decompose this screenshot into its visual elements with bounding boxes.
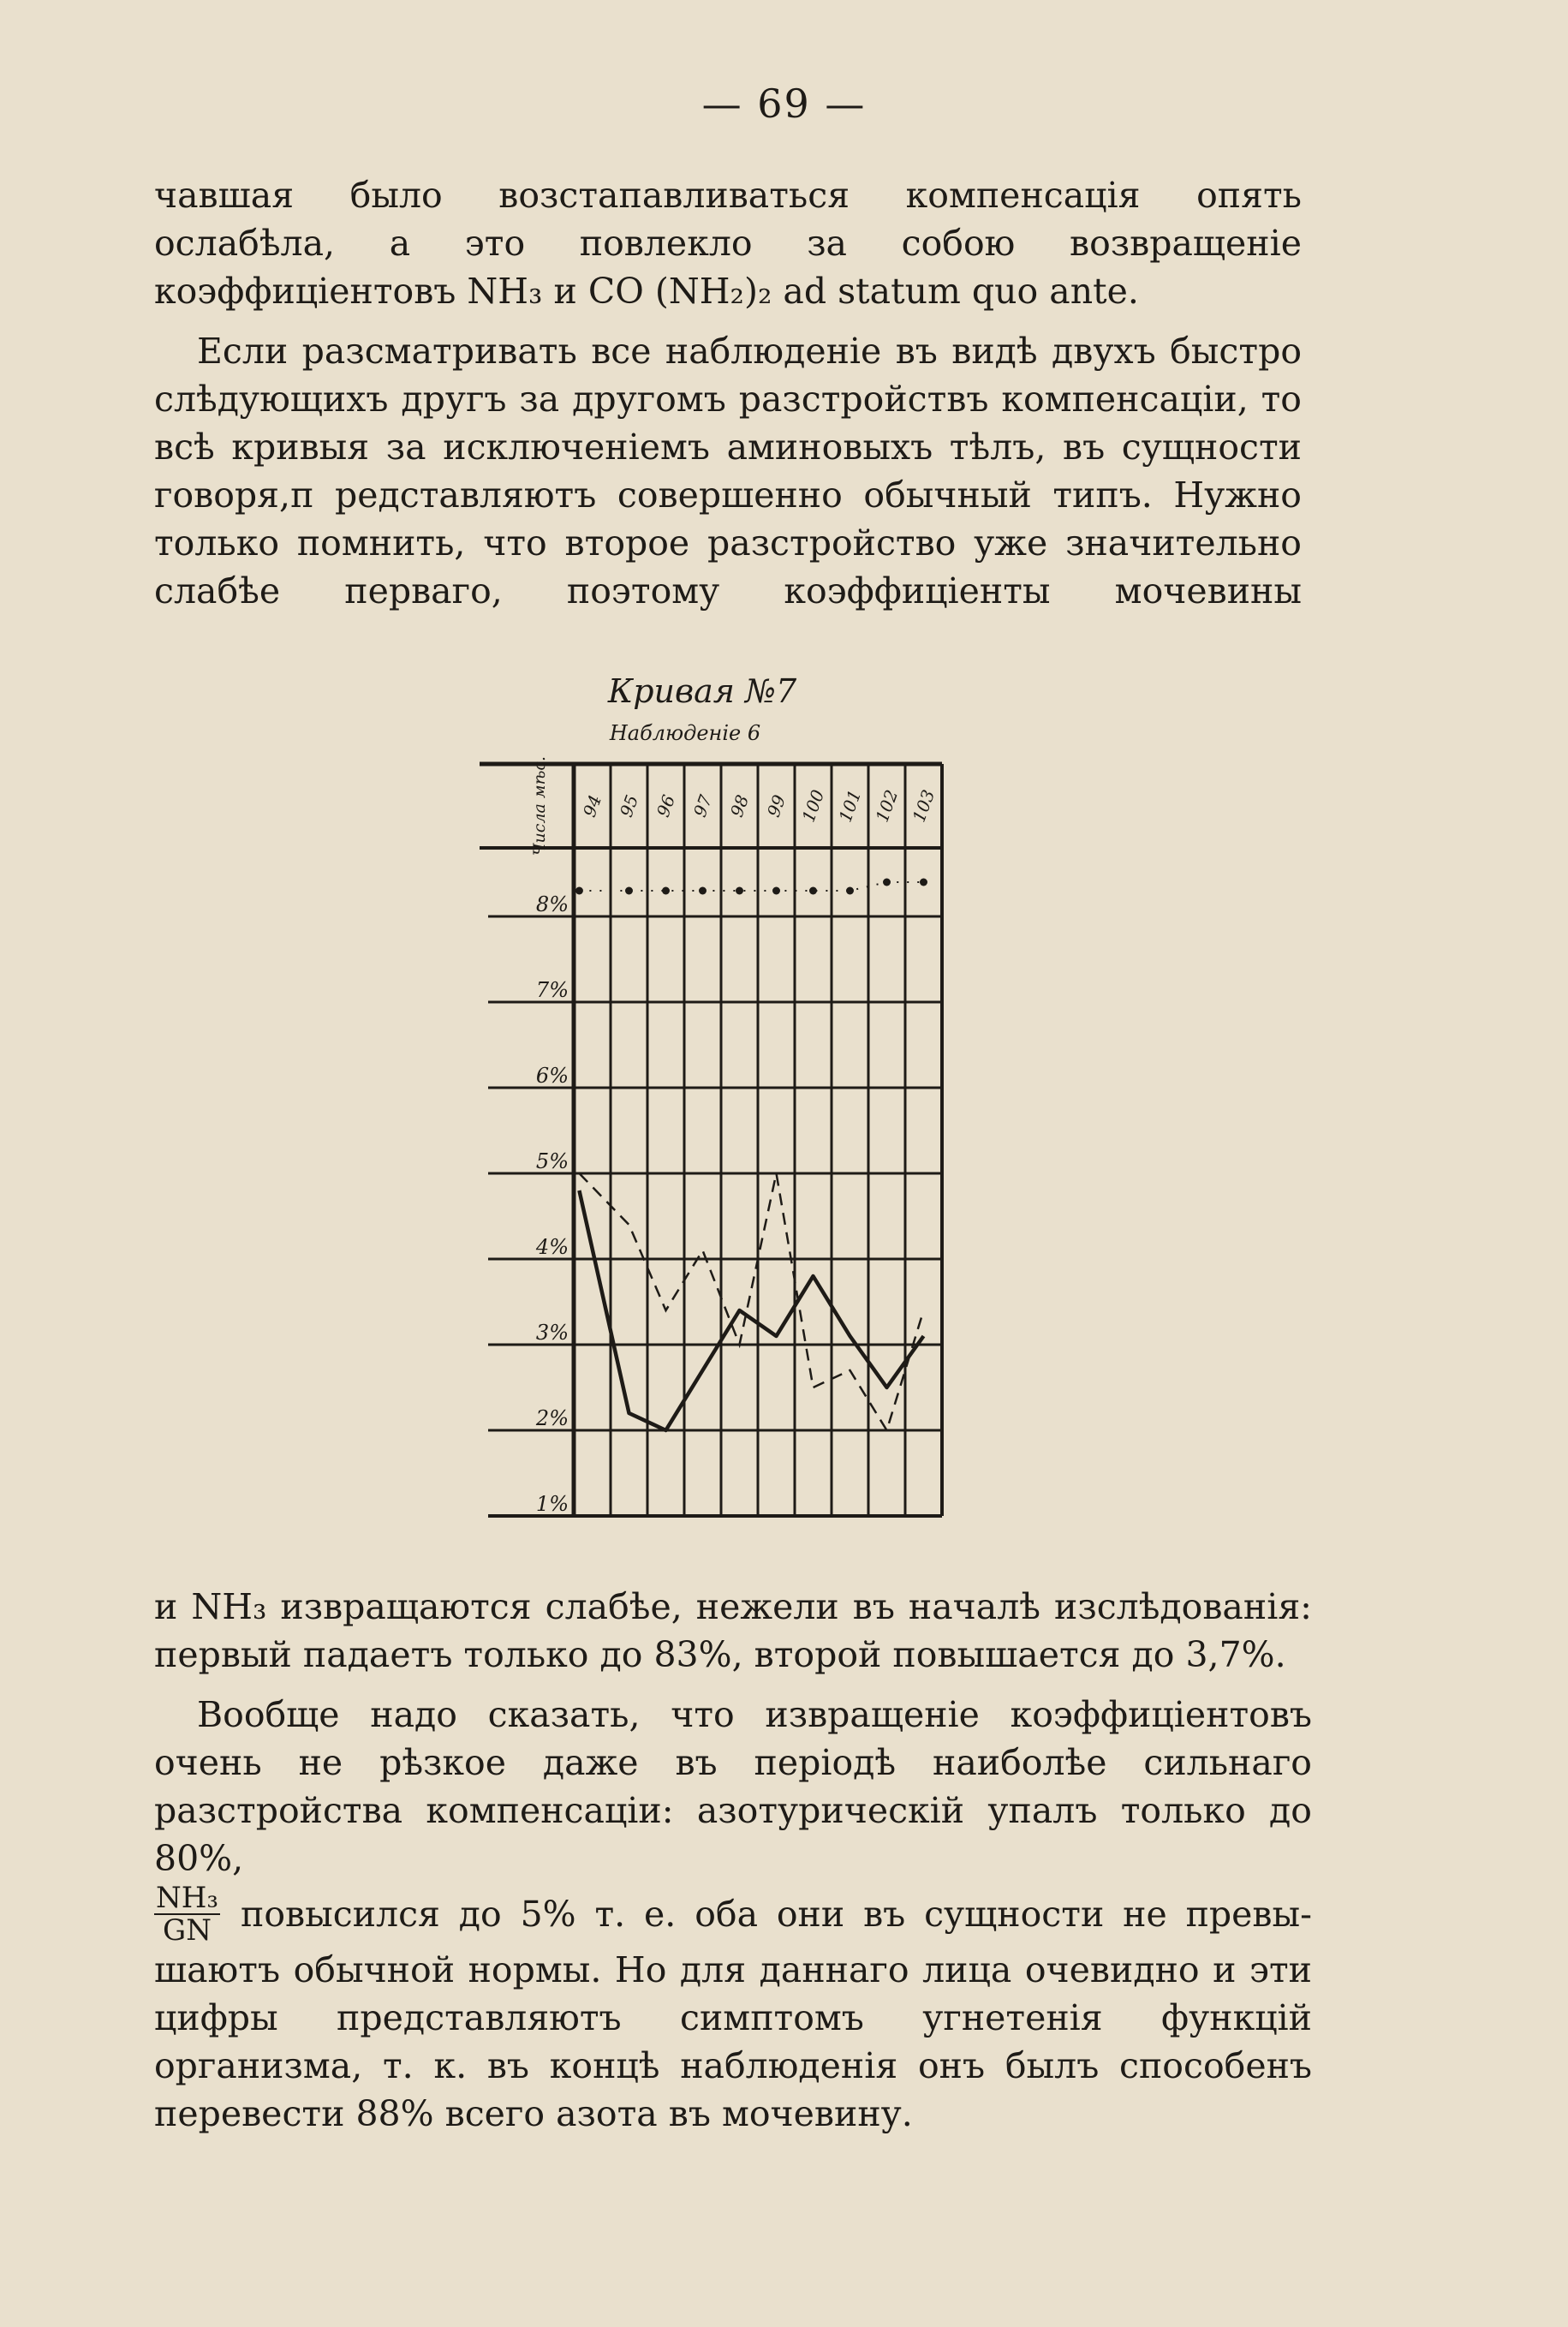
- chart-point: [662, 887, 670, 895]
- chart-point: [883, 879, 891, 886]
- chart-x-tick-label: 94: [578, 791, 606, 820]
- chart-y-tick-label: 6%: [535, 1064, 569, 1088]
- chart-point: [736, 887, 743, 895]
- fraction-denominator: GN: [163, 1913, 212, 1948]
- paragraph: Если разсматривать все наблюденіе въ видѣ двухъ быстро слѣдующихъ другъ за другомъ разстройствъ компенсаціи, то всѣ кривыя за исключеніемъ аминовыхъ тѣлъ, въ сущности говоря,п редставляютъ совершенно обычный типъ. Нужно только помнить, что второе разстройство уже значительно слабѣе перваго, поэтому коэффиціенты мочевины: [154, 331, 1302, 612]
- chart-corner-label: Числа мѣс.: [530, 755, 549, 856]
- page-number: — 69 —: [701, 81, 867, 127]
- chart-point: [575, 887, 583, 895]
- chart-x-tick-label: 99: [762, 791, 790, 820]
- paragraph: и NH₃ извращаются слабѣе, нежели въ началѣ изслѣдованія: первый падаетъ только до 83%, второй повышается до 3,7%.: [154, 1586, 1312, 1675]
- paragraph: чавшая было возстапавливаться компенсація опять ослабѣла, а это повлекло за собою возвращеніе коэффиціентовъ NH₃ и CO (NH₂)₂ ad statum quo ante.: [154, 175, 1302, 312]
- paragraph: шаютъ обычной нормы. Но для даннаго лица очевидно и эти цифры представляютъ симптомъ угнетенія функцій организма, т. к. въ концѣ наблюденія онъ былъ способенъ перевести 88% всего азота въ мочевину.: [154, 1949, 1312, 2134]
- chart-point: [699, 887, 706, 895]
- fraction: [154, 1882, 220, 1946]
- chart-x-tick-label: 101: [834, 786, 866, 826]
- chart-y-tick-label: 1%: [535, 1492, 569, 1516]
- chart-point: [625, 887, 633, 895]
- chart-y-tick-labels: [535, 892, 569, 1516]
- chart-x-tick-label: 95: [615, 791, 643, 820]
- fraction-numerator: NH₃: [156, 1881, 219, 1915]
- chart-x-tick-label: 100: [797, 786, 829, 826]
- chart-grid: [480, 764, 942, 1516]
- chart-curve-7: [462, 668, 993, 1524]
- chart-x-tick-label: 96: [652, 791, 680, 820]
- chart-y-tick-label: 3%: [535, 1321, 569, 1345]
- chart-y-tick-label: 2%: [535, 1406, 569, 1430]
- chart-x-tick-label: 102: [871, 786, 903, 826]
- chart-x-tick-label: 97: [689, 791, 717, 820]
- chart-series-solid-line: [579, 1190, 923, 1430]
- chart-point: [772, 887, 780, 895]
- chart-y-tick-label: 4%: [535, 1235, 569, 1259]
- fraction-line-text: повысился до 5% т. е. оба они въ сущности не превы-: [241, 1894, 1312, 1935]
- chart-x-tick-label: 103: [908, 786, 939, 826]
- chart-y-tick-label: 7%: [535, 978, 569, 1002]
- chart-point: [809, 887, 817, 895]
- chart-series: [575, 879, 927, 1431]
- paragraph: Вообще надо сказать, что извращеніе коэффиціентовъ очень не рѣзкое даже въ періодѣ наиболѣе сильнаго разстройства компенсаціи: азотурическій упалъ только до 80%,: [154, 1694, 1312, 1879]
- chart-y-tick-label: 5%: [535, 1149, 569, 1173]
- fraction-line: [154, 1882, 1312, 1946]
- chart-point: [846, 887, 854, 895]
- chart-subtitle: Наблюденіе 6: [609, 721, 761, 745]
- chart-y-tick-label: 8%: [535, 892, 569, 916]
- chart-point: [920, 879, 927, 886]
- chart-title: Кривая №7: [607, 672, 797, 710]
- chart-x-tick-label: 98: [725, 791, 754, 820]
- top-text-block: [154, 171, 1302, 615]
- chart-series-dashed-line: [579, 1173, 923, 1430]
- bottom-text-block: [154, 1583, 1312, 2138]
